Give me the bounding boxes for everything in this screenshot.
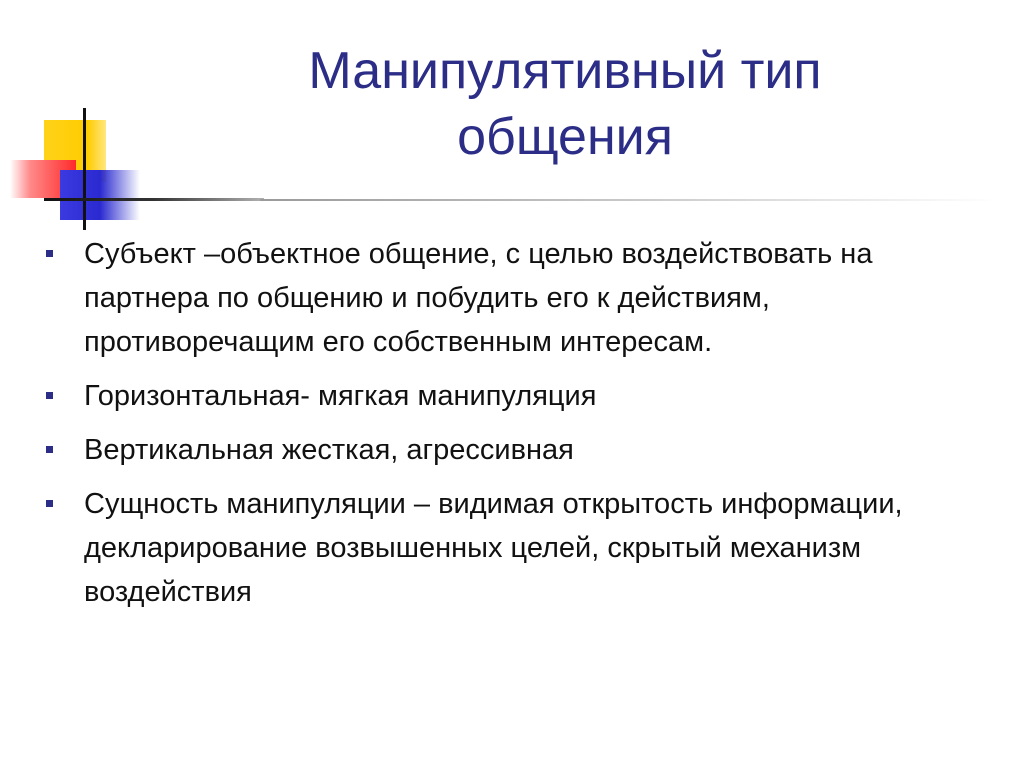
- bullet-item: [44, 482, 984, 614]
- title-line-1: Манипулятивный тип: [308, 42, 822, 100]
- bullet-text: Сущность манипуляции – видимая открытость информации, декларирование возвышенных целей, скрытый механизм воздействия: [84, 488, 903, 608]
- square-bullet-icon: [46, 446, 53, 453]
- title-divider: [260, 199, 1000, 201]
- bullet-item: [44, 374, 984, 418]
- bullet-list: [44, 232, 984, 624]
- bullet-item: [44, 428, 984, 472]
- bullet-item: [44, 232, 984, 364]
- corner-decoration: [0, 0, 200, 240]
- vertical-rule: [83, 108, 86, 230]
- square-bullet-icon: [46, 392, 53, 399]
- square-bullet-icon: [46, 250, 53, 257]
- horizontal-rule-dark: [44, 198, 264, 201]
- bullet-text: Вертикальная жесткая, агрессивная: [84, 434, 574, 466]
- bullet-text: Горизонтальная- мягкая манипуляция: [84, 380, 597, 412]
- blue-square-decoration: [60, 170, 140, 220]
- slide-title: [200, 38, 930, 170]
- bullet-text: Субъект –объектное общение, с целью воздействовать на партнера по общению и побудить его к действиям, противоречащим его собственным интересам.: [84, 238, 873, 358]
- square-bullet-icon: [46, 500, 53, 507]
- title-line-2: общения: [457, 108, 673, 166]
